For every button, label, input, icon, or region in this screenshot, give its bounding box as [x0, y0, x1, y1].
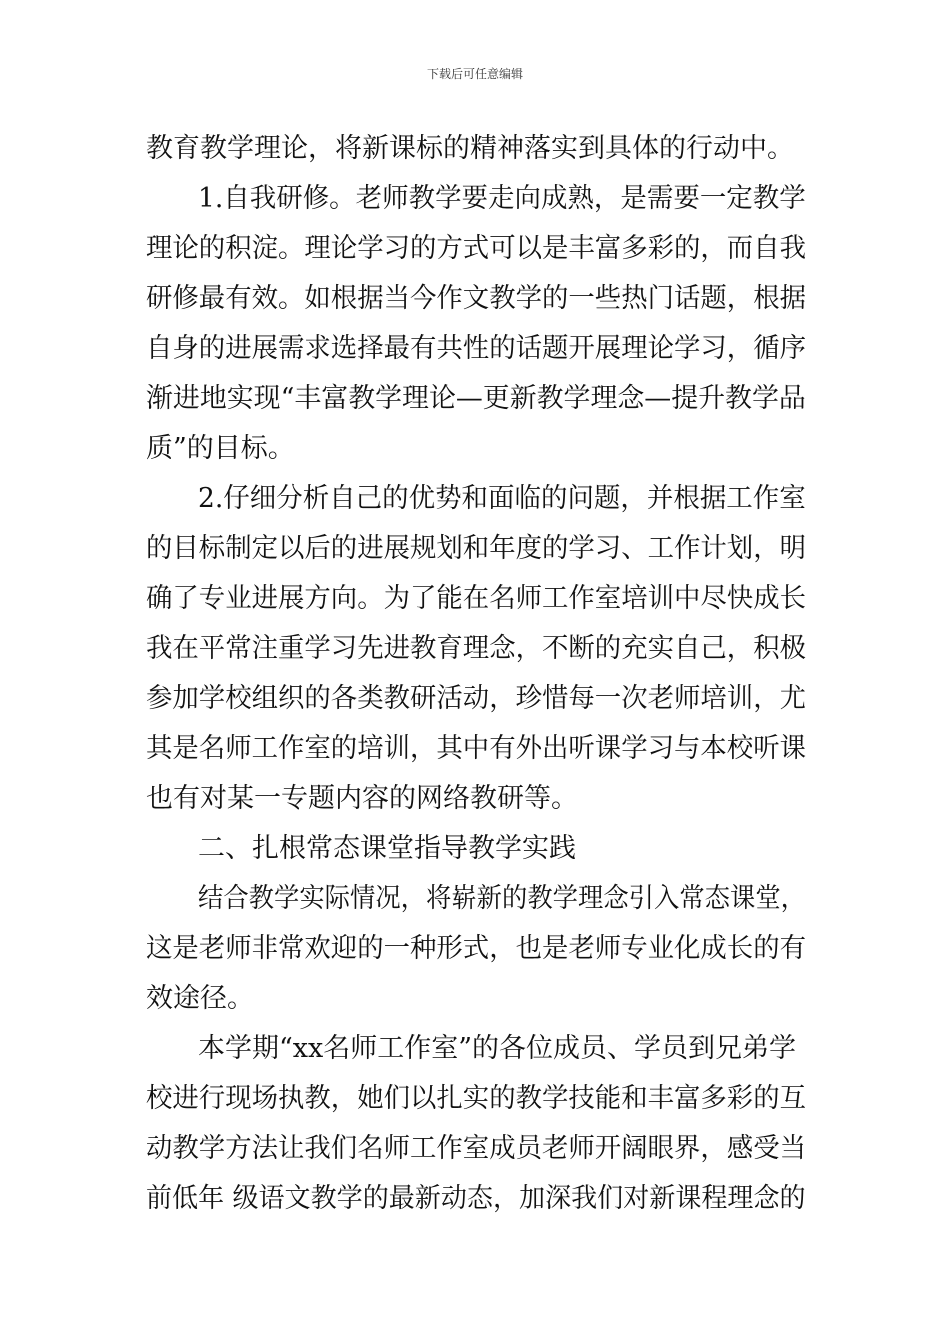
paragraph-line: 研修最有效。如根据当今作文教学的一些热门话题，根据: [146, 283, 807, 314]
paragraph-line: 也有对某一专题内容的网络教研等。: [146, 783, 578, 814]
paragraph-line: 1.自我研修。老师教学要走向成熟，是需要一定教学: [198, 183, 806, 214]
paragraph-line: 教育教学理论，将新课标的精神落实到具体的行动中。: [146, 133, 794, 164]
paragraph-line: 效途径。: [146, 983, 254, 1014]
paragraph-line: 校进行现场执教，她们以扎实的教学技能和丰富多彩的互: [146, 1083, 807, 1114]
paragraph-line: 这是老师非常欢迎的一种形式，也是老师专业化成长的有: [146, 933, 807, 964]
paragraph-line: 的目标制定以后的进展规划和年度的学习、工作计划，明: [146, 533, 807, 564]
paragraph-line: 质”的目标。: [146, 433, 295, 464]
paragraph-line: 其是名师工作室的培训，其中有外出听课学习与本校听课: [146, 733, 807, 764]
page-header: 下载后可任意编辑: [426, 67, 523, 81]
paragraph-line: 参加学校组织的各类教研活动，珍惜每一次老师培训，尤: [146, 683, 807, 714]
paragraph-line: 渐进地实现“丰富教学理论—更新教学理念—提升教学品: [146, 383, 806, 414]
paragraph-line: 结合教学实际情况，将崭新的教学理念引入常态课堂，: [198, 883, 807, 914]
paragraph-line: 前低年 级语文教学的最新动态，加深我们对新课程理念的: [146, 1183, 806, 1214]
section-heading: 二、扎根常态课堂指导教学实践: [198, 833, 576, 864]
paragraph-line: 确了专业进展方向。为了能在名师工作室培训中尽快成长: [146, 583, 807, 614]
paragraph-line: 自身的进展需求选择最有共性的话题开展理论学习，循序: [146, 333, 807, 364]
paragraph-line: 本学期“xx名师工作室”的各位成员、学员到兄弟学: [198, 1033, 797, 1064]
paragraph-line: 理论的积淀。理论学习的方式可以是丰富多彩的，而自我: [146, 233, 807, 264]
paragraph-line: 我在平常注重学习先进教育理念，不断的充实自己，积极: [146, 633, 807, 664]
paragraph-line: 动教学方法让我们名师工作室成员老师开阔眼界，感受当: [146, 1133, 807, 1164]
paragraph-line: 2.仔细分析自己的优势和面临的问题，并根据工作室: [198, 483, 806, 514]
